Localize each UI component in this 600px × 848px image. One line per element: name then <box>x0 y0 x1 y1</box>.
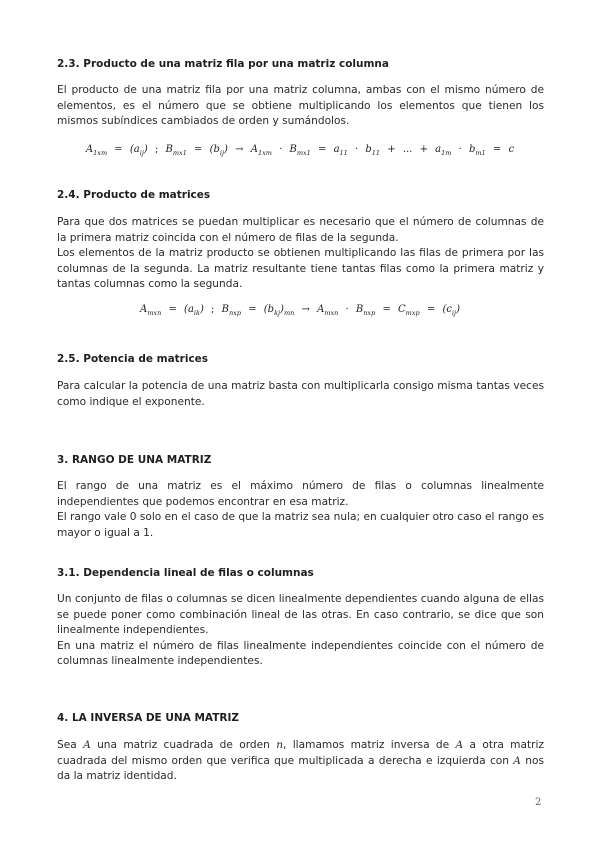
section-4-paragraph <box>57 738 544 785</box>
formula-symbol: a <box>333 144 340 155</box>
formula-symbol: (a <box>184 304 194 315</box>
formula-symbol: (c <box>442 304 452 315</box>
formula-operator: = <box>168 304 177 315</box>
text-run: Sea <box>57 739 84 751</box>
formula-symbol: B <box>289 144 297 155</box>
formula-subscript: ij <box>451 309 457 317</box>
formula-subscript: mx1 <box>172 149 187 157</box>
formula-subscript: 1xm <box>93 149 108 157</box>
text-run: una matriz cuadrada de orden <box>90 739 277 751</box>
section-4-heading: 4. LA INVERSA DE UNA MATRIZ <box>57 712 240 724</box>
formula-subscript: mxn <box>147 309 162 317</box>
math-variable: A <box>83 739 91 751</box>
section-2-5-paragraph <box>57 379 544 410</box>
formula-ellipsis: ... <box>402 144 413 155</box>
page-number: 2 <box>535 797 542 808</box>
formula-operator: = <box>114 144 123 155</box>
formula-symbol: c <box>508 144 515 155</box>
formula-symbol: A <box>250 144 258 155</box>
formula-subscript: 1m <box>441 149 452 157</box>
math-variable: n <box>276 739 284 751</box>
formula-operator: = <box>194 144 203 155</box>
formula-operator: ; <box>211 304 215 315</box>
formula-symbol: ) <box>224 144 228 155</box>
formula-subscript: m1 <box>475 149 486 157</box>
formula-operator: · <box>355 144 359 155</box>
formula-symbol: A <box>317 304 325 315</box>
section-2-5-heading: 2.5. Potencia de matrices <box>57 353 209 365</box>
formula-symbol: C <box>398 304 406 315</box>
formula-subscript: mx1 <box>296 149 311 157</box>
formula-operator: + <box>387 144 396 155</box>
text-run: nos da la matriz identidad. <box>57 754 544 782</box>
formula-subscript: kj <box>274 309 281 317</box>
formula-subscript: 11 <box>339 149 348 157</box>
section-3-text-1: El rango de una matriz es el máximo número de filas o columnas linealmente independientes que podemos encontrar en esa matriz. <box>57 480 544 508</box>
section-2-3-text: El producto de una matriz fila por una matriz columna, ambas con el mismo número de elementos, es el número que se obtiene multiplicando los elementos que tienen los mismos subíndices cambiados de orden y sumándolos. <box>57 84 544 127</box>
formula-operator: = <box>382 304 391 315</box>
formula-symbol: b <box>468 144 476 155</box>
formula-subscript: 1xm <box>257 149 272 157</box>
formula-subscript: nxp <box>228 309 241 317</box>
formula-symbol: ) <box>456 304 460 315</box>
section-2-4-paragraph <box>57 215 544 293</box>
formula-subscript: nxp <box>363 309 376 317</box>
formula-symbol: (b <box>209 144 220 155</box>
formula-symbol: a <box>435 144 442 155</box>
formula-operator: = <box>317 144 327 155</box>
formula-subscript: 11 <box>371 149 381 157</box>
section-3-paragraph <box>57 479 544 541</box>
formula-operator: · <box>279 144 283 155</box>
formula-symbol: (b <box>263 304 275 315</box>
math-variable: A <box>513 754 521 767</box>
section-3-text-2: El rango vale 0 solo en el caso de que la matriz sea nula; en cualquier otro caso el rango es mayor o igual a 1. <box>57 511 544 539</box>
formula-symbol: B <box>165 144 173 155</box>
formula-symbol: B <box>355 304 364 315</box>
formula-subscript: mxn <box>324 309 339 317</box>
formula-symbol: b <box>365 144 372 155</box>
section-2-4-text-1: Para que dos matrices se puedan multiplicar es necesario que el número de columnas de la primera matriz coincida con el número de filas de la segunda. <box>57 216 544 244</box>
formula-symbol: A <box>140 304 148 315</box>
formula-symbol: (a <box>129 144 140 155</box>
section-3-1-text-2: En una matriz el número de filas linealmente independientes coincide con el número de columnas linealmente independientes. <box>57 639 544 667</box>
formula-operator: = <box>426 304 436 315</box>
formula-subscript: ij <box>139 149 144 157</box>
section-3-1-heading: 3.1. Dependencia lineal de filas o columnas <box>57 567 314 579</box>
formula-symbol: B <box>221 304 229 315</box>
formula-subscript: mxp <box>405 309 420 317</box>
formula-symbol: A <box>85 144 94 155</box>
formula-operator: = <box>492 144 502 155</box>
formula-row-by-column <box>0 144 600 157</box>
section-3-1-paragraph <box>57 592 544 670</box>
text-run: , llamamos matriz inversa de <box>283 739 456 751</box>
section-2-5-text: Para calcular la potencia de una matriz basta con multiplicarla consigo misma tantas veces como indique el exponente. <box>57 380 544 408</box>
section-3-heading: 3. RANGO DE UNA MATRIZ <box>57 454 212 466</box>
formula-operator: = <box>248 304 257 315</box>
section-2-3-heading: 2.3. Producto de una matriz fila por una matriz columna <box>57 58 389 70</box>
section-3-1-text-1: Un conjunto de filas o columnas se dicen linealmente dependientes cuando alguna de ellas se puede poner como combinación lineal de las otras. En caso contrario, se dice que son linealmente independientes. <box>57 593 544 636</box>
text-run: a otra matriz cuadrada del mismo orden que verifica que multiplicada a derecha e izquierda con <box>57 739 544 767</box>
formula-operator: + <box>419 144 428 155</box>
formula-operator: · <box>345 304 349 315</box>
section-2-4-text-2: Los elementos de la matriz producto se obtienen multiplicando las filas de primera por las columnas de la segunda. La matriz resultante tiene tantas filas como la primera matriz y tantas columnas como la segunda. <box>57 247 544 290</box>
section-2-4-heading: 2.4. Producto de matrices <box>57 189 211 201</box>
formula-operator: ; <box>154 144 159 155</box>
formula-subscript: mn <box>283 309 295 317</box>
formula-matrix-product <box>0 304 600 317</box>
formula-arrow: → <box>301 304 310 315</box>
formula-symbol: ) <box>199 304 204 315</box>
formula-operator: · <box>458 144 462 155</box>
formula-subscript: ik <box>193 309 200 317</box>
formula-arrow: → <box>235 144 244 155</box>
section-4-text <box>57 738 544 785</box>
math-variable: A <box>455 739 464 751</box>
section-2-3-paragraph <box>57 83 544 130</box>
formula-subscript: ij <box>219 149 225 157</box>
formula-symbol: ) <box>143 144 148 155</box>
formula-symbol: ) <box>280 304 284 315</box>
